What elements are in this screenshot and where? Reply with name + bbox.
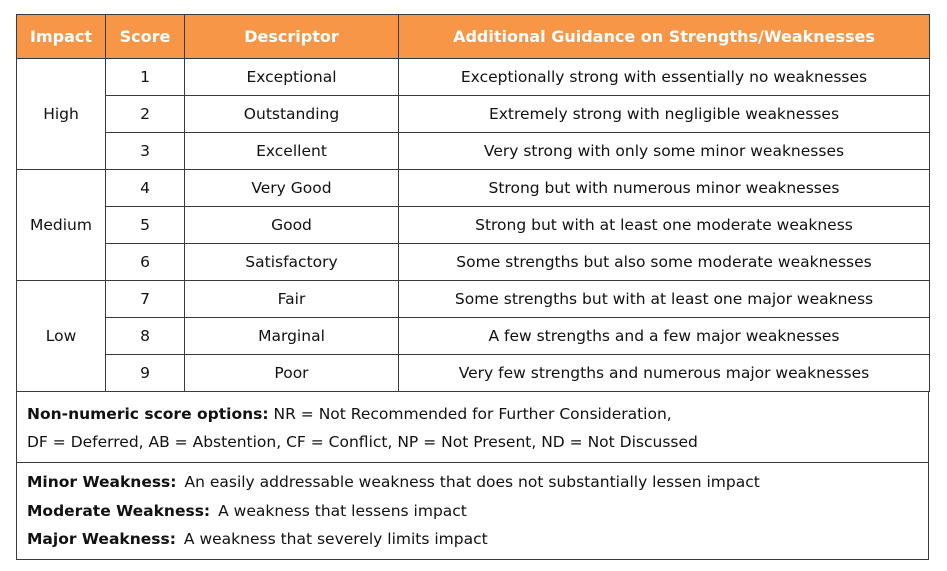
guidance-cell: Strong but with numerous minor weaknesses	[399, 170, 930, 207]
definition-text: An easily addressable weakness that does not substantially lessen impact	[184, 473, 760, 491]
descriptor-cell: Exceptional	[185, 59, 399, 96]
descriptor-cell: Outstanding	[185, 96, 399, 133]
descriptor-cell: Satisfactory	[185, 244, 399, 281]
descriptor-cell: Fair	[185, 281, 399, 318]
descriptor-cell: Good	[185, 207, 399, 244]
score-cell: 1	[106, 59, 185, 96]
descriptor-cell: Marginal	[185, 318, 399, 355]
definition-label: Minor Weakness:	[27, 473, 177, 491]
non-numeric-options-box	[16, 392, 929, 463]
score-cell: 9	[106, 355, 185, 392]
score-cell: 5	[106, 207, 185, 244]
definition-major	[27, 525, 918, 554]
table-row	[17, 59, 930, 96]
definition-label: Moderate Weakness:	[27, 501, 211, 520]
impact-cell-high: High	[17, 59, 106, 170]
guidance-cell: Very few strengths and numerous major weaknesses	[399, 355, 930, 392]
table-row	[17, 96, 930, 133]
score-cell: 2	[106, 96, 185, 133]
definition-text: A weakness that severely limits impact	[183, 530, 488, 548]
table-row	[17, 244, 930, 281]
score-cell: 7	[106, 281, 185, 318]
non-numeric-label: Non-numeric score options:	[27, 405, 269, 423]
table-row	[17, 207, 930, 244]
non-numeric-line-2: DF = Deferred, AB = Abstention, CF = Conflict, NP = Not Present, ND = Not Discussed	[27, 433, 698, 451]
impact-cell-low: Low	[17, 281, 106, 392]
guidance-cell: Strong but with at least one moderate weakness	[399, 207, 930, 244]
guidance-cell: Some strengths but also some moderate weaknesses	[399, 244, 930, 281]
score-cell: 8	[106, 318, 185, 355]
table-row	[17, 318, 930, 355]
header-row	[17, 15, 930, 59]
header-descriptor: Descriptor	[185, 15, 399, 59]
header-impact: Impact	[17, 15, 106, 59]
guidance-cell: Some strengths but with at least one major weakness	[399, 281, 930, 318]
score-cell: 4	[106, 170, 185, 207]
non-numeric-line-1	[27, 400, 918, 428]
header-guidance: Additional Guidance on Strengths/Weaknesses	[399, 15, 930, 59]
guidance-cell: Exceptionally strong with essentially no weaknesses	[399, 59, 930, 96]
score-cell: 6	[106, 244, 185, 281]
scoring-table	[16, 14, 930, 392]
guidance-cell: A few strengths and a few major weaknesses	[399, 318, 930, 355]
header-score: Score	[106, 15, 185, 59]
table-row	[17, 170, 930, 207]
guidance-cell: Extremely strong with negligible weaknesses	[399, 96, 930, 133]
non-numeric-text-1: NR = Not Recommended for Further Consideration,	[273, 405, 672, 423]
impact-cell-medium: Medium	[17, 170, 106, 281]
descriptor-cell: Poor	[185, 355, 399, 392]
table-row	[17, 133, 930, 170]
definition-moderate	[27, 497, 918, 526]
definition-text: A weakness that lessens impact	[218, 501, 467, 520]
score-cell: 3	[106, 133, 185, 170]
descriptor-cell: Excellent	[185, 133, 399, 170]
definition-minor	[27, 468, 918, 497]
descriptor-cell: Very Good	[185, 170, 399, 207]
guidance-cell: Very strong with only some minor weaknesses	[399, 133, 930, 170]
table-row	[17, 355, 930, 392]
table-row	[17, 281, 930, 318]
definition-label: Major Weakness:	[27, 530, 176, 548]
scoring-table-container	[16, 14, 929, 560]
weakness-definitions-box	[16, 463, 929, 560]
